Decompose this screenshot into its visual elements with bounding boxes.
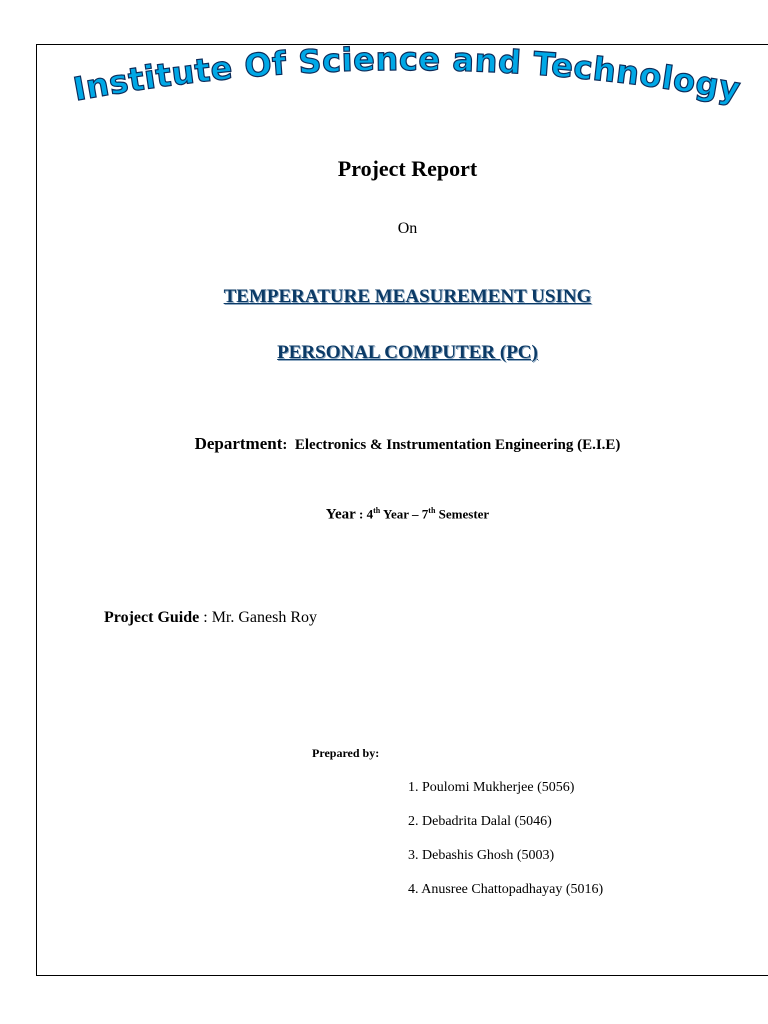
- year-number: 4: [366, 506, 374, 522]
- report-topic-line1: TEMPERATURE MEASUREMENT USING: [223, 286, 592, 307]
- report-on: On: [397, 220, 418, 237]
- semester-number: 7: [421, 506, 429, 522]
- institute-wordart: [36, 44, 768, 124]
- project-guide-line: Project Guide : Mr. Ganesh Roy: [104, 609, 318, 626]
- project-guide-name: Mr. Ganesh Roy: [211, 609, 318, 626]
- institute-name: Institute Of Science and Technology: [70, 44, 744, 109]
- semester-text: Semester: [438, 506, 490, 522]
- list-item: 2. Debadrita Dalal (5046): [408, 814, 552, 829]
- project-guide-label: Project Guide: [104, 609, 200, 626]
- report-title: Project Report: [337, 156, 478, 181]
- list-item: 4. Anusree Chattopadhayay (5016): [408, 882, 604, 897]
- member-list: [408, 780, 603, 916]
- year-line: Year : 4th Year – 7th Semester: [325, 506, 490, 523]
- department-colon: :: [282, 437, 295, 453]
- department-label: Department: [194, 434, 283, 453]
- department-value: Electronics & Instrumentation Engineering (E.I.E): [294, 437, 621, 453]
- list-item: 1. Poulomi Mukherjee (5056): [408, 780, 575, 795]
- list-item: 3. Debashis Ghosh (5003): [408, 848, 555, 863]
- department-line: [36, 434, 768, 454]
- semester-suffix: th: [428, 506, 436, 515]
- prepared-by-label: Prepared by: [312, 746, 376, 760]
- year-label: Year: [325, 506, 356, 523]
- prepared-by: Prepared by:: [312, 746, 380, 760]
- report-topic-line2: PERSONAL COMPUTER (PC): [277, 342, 538, 363]
- year-text: Year –: [383, 506, 419, 522]
- year-suffix: th: [373, 506, 381, 515]
